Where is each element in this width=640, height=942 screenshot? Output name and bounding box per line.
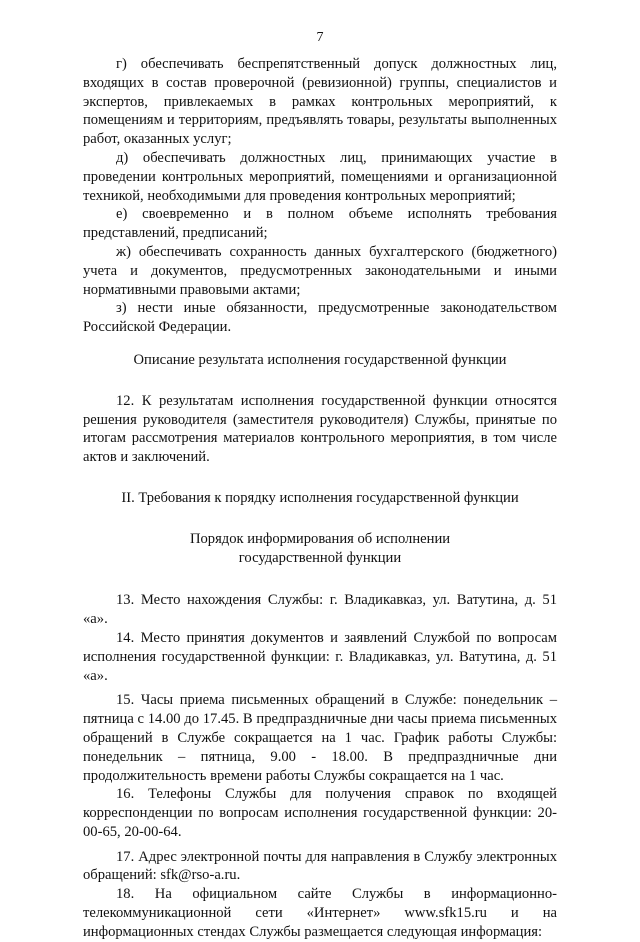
paragraph-g: г) обеспечивать беспрепятственный допуск должностных лиц, входящих в состав проверочной (ревизионной) группы, специалистов и экспертов, привлекаемых в рамках контрольных мероприятий, к помещениям и территориям, предъявлять товары, результаты выполненных работ, оказанных услуг; <box>83 56 557 148</box>
paragraph-zh: ж) обеспечивать сохранность данных бухгалтерского (бюджетного) учета и документов, предусмотренных законодательными и иными нормативными правовыми актами; <box>83 243 557 298</box>
heading-section-2: II. Требования к порядку исполнения государственной функции <box>121 489 519 506</box>
paragraph-18: 18. На официальном сайте Службы в информационно-телекоммуникационной сети «Интернет» www.sfk15.ru и на информационных стендах Службы размещается следующая информация: <box>83 886 557 940</box>
paragraph-12: 12. К результатам исполнения государственной функции относятся решения руководителя (заместителя руководителя) Службы, принятые по итогам рассмотрения материалов контрольного мероприятия, в том числе актов и заключений. <box>83 392 557 466</box>
paragraph-14: 14. Место принятия документов и заявлений Службой по вопросам исполнения государственной функции: г. Владикавказ, ул. Ватутина, д. 51 «а». <box>83 629 557 684</box>
paragraph-17: 17. Адрес электронной почты для направления в Службу электронных обращений: sfk@rso-a.ru. <box>83 848 557 884</box>
paragraph-e: е) своевременно и в полном объеме исполнять требования представлений, предписаний; <box>83 206 557 242</box>
page-number: 7 <box>316 30 324 45</box>
document-body <box>83 55 557 942</box>
paragraph-16: 16. Телефоны Службы для получения справок по входящей корреспонденции по вопросам исполнения государственной функции: 20-00-65, 20-00-64. <box>83 786 557 840</box>
paragraph-d: д) обеспечивать должностных лиц, принимающих участие в проведении контрольных мероприятий, помещениями и организационной техникой, необходимыми для проведения контрольных мероприятий; <box>83 149 557 204</box>
heading-informing-line1: Порядок информирования об исполнении <box>189 530 451 547</box>
paragraph-13: 13. Место нахождения Службы: г. Владикавказ, ул. Ватутина, д. 51 «а». <box>83 592 557 628</box>
paragraph-z: з) нести иные обязанности, предусмотренные законодательством Российской Федерации. <box>83 300 557 336</box>
heading-result-description: Описание результата исполнения государственной функции <box>133 351 507 368</box>
heading-informing-line2: государственной функции <box>238 549 402 566</box>
paragraph-15: 15. Часы приема письменных обращений в Службе: понедельник – пятница с 14.00 до 17.45. В предпраздничные дни часы приема письменных обращений в Службе сокращается на 1 час. График работы Службы: понедельник – пятница, 9.00 - 18.00. В предпраздничные дни продолжительность времени работы Службы сокращается на 1 час. <box>83 692 557 784</box>
